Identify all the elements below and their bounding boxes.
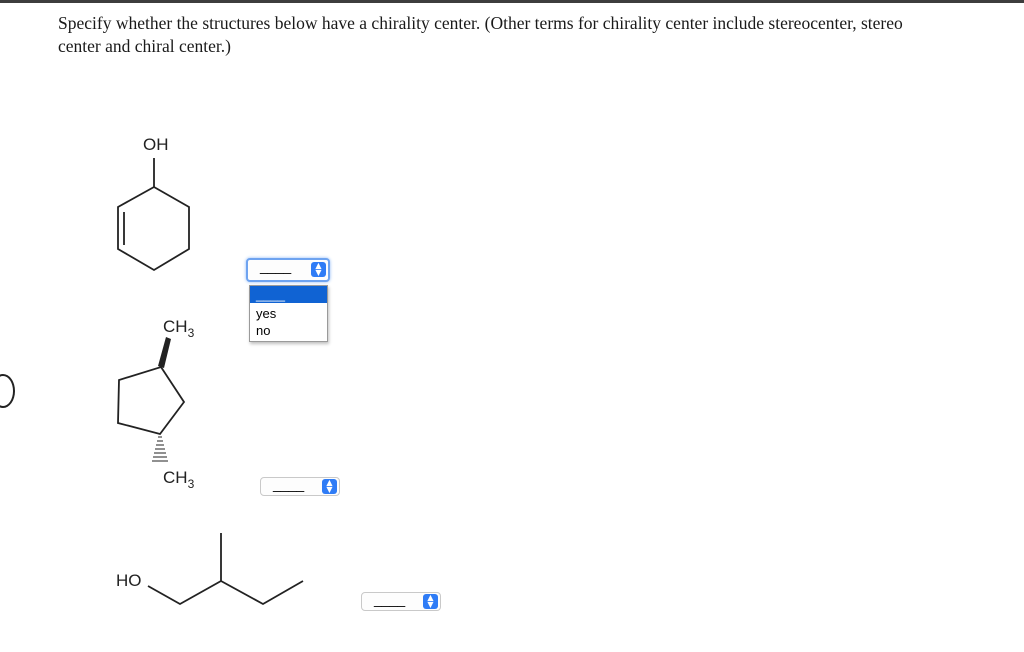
chirality-select-1[interactable] xyxy=(246,258,330,282)
molecule-cyclohexenol xyxy=(118,158,189,270)
select-1-dropdown[interactable] xyxy=(249,285,328,342)
ch3-top-label: $CH_3$ xyxy=(163,317,195,340)
molecule-dimethylcyclopentane xyxy=(118,367,184,434)
question-line-2: center and chiral center.) xyxy=(58,36,231,56)
chirality-select-2[interactable] xyxy=(260,477,340,496)
oh-label: OH xyxy=(143,135,169,154)
option-yes[interactable]: yes xyxy=(256,306,277,321)
ch3-bottom-label: $CH_3$ xyxy=(163,468,195,491)
cyclopentane-ring xyxy=(118,367,184,434)
wedge-bond xyxy=(158,337,171,368)
molecule-branched-alcohol xyxy=(148,533,303,604)
updown-chevron-icon[interactable]: ▲ ▼ xyxy=(423,594,438,609)
question-line-1: Specify whether the structures below have a chirality center. (Other terms for chirality center include stereocenter, stereo xyxy=(58,13,903,33)
ho-label: HO xyxy=(116,571,142,590)
select-3-value: ____ xyxy=(374,591,406,607)
hash-bond xyxy=(152,437,168,461)
option-blank[interactable]: ____ xyxy=(250,286,327,303)
carbon-chain xyxy=(148,581,303,604)
select-2-value: ____ xyxy=(273,476,305,492)
updown-chevron-icon[interactable]: ▲ ▼ xyxy=(322,479,337,494)
option-no[interactable]: no xyxy=(256,323,271,338)
cyclohexene-ring xyxy=(118,187,189,270)
chirality-select-3[interactable] xyxy=(361,592,441,611)
updown-chevron-icon[interactable]: ▲ ▼ xyxy=(311,262,326,277)
select-1-value: ____ xyxy=(260,258,292,274)
